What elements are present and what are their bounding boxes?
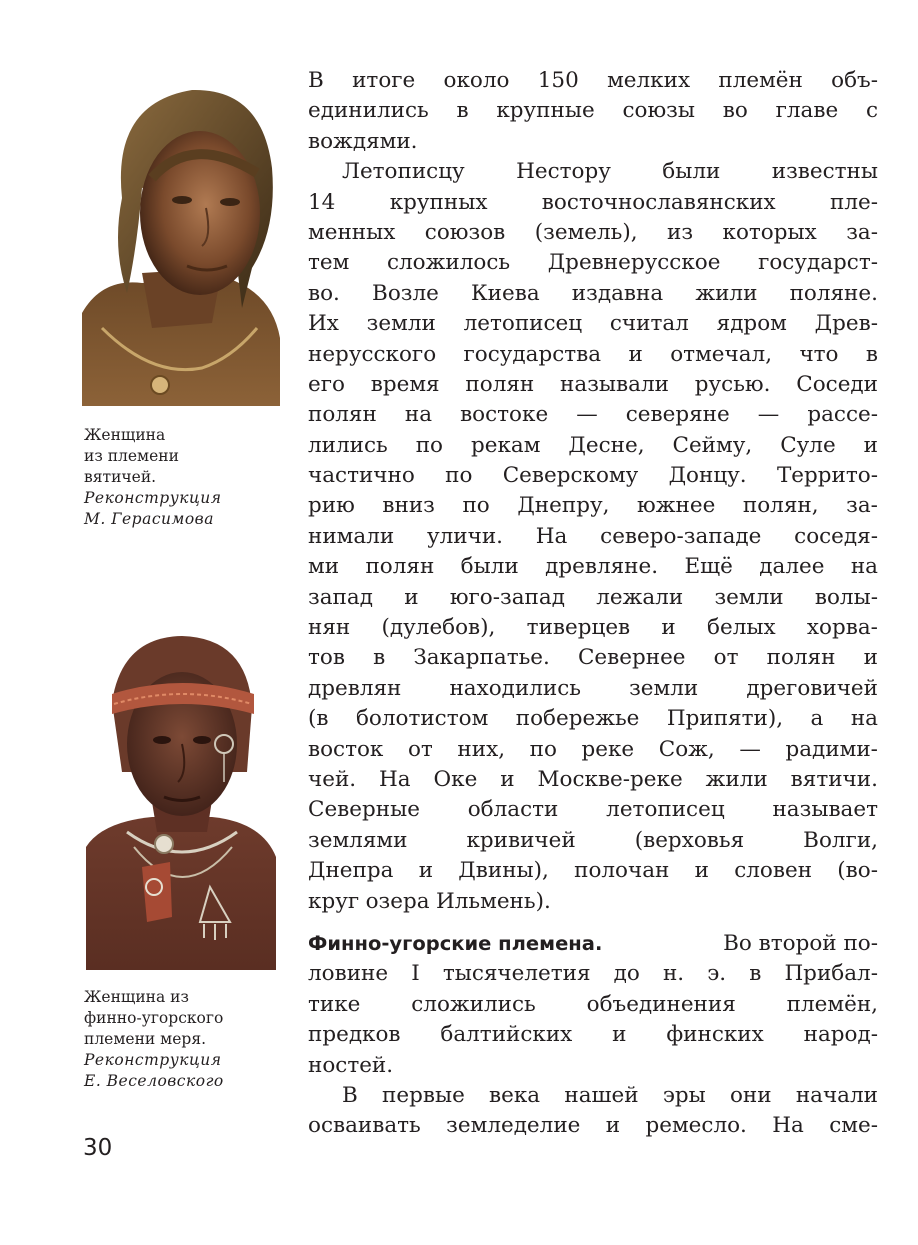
text-line: землями кривичей (верховья Волги,	[308, 827, 878, 853]
figure1-caption	[84, 425, 222, 530]
text-line: менных союзов (земель), из которых за-	[308, 219, 878, 245]
caption-line: племени меря.	[84, 1030, 207, 1048]
vyatichi-woman-bust-image	[82, 78, 280, 406]
caption-line: Женщина	[84, 426, 166, 444]
text-line: Днепра и Двины), полочан и словен (во-	[308, 858, 878, 884]
section-heading-line	[308, 929, 878, 959]
section-heading: Финно-угорские племена.	[308, 931, 603, 955]
caption-line: финно-угорского	[84, 1009, 224, 1027]
text-line: вождями.	[308, 128, 418, 154]
text-block	[308, 66, 878, 917]
merya-woman-bust-image	[82, 632, 278, 970]
text-line: Летописцу Нестору были известны	[342, 159, 878, 185]
caption-credit: Реконструкция	[84, 489, 222, 507]
text-line: ми полян были древляне. Ещё далее на	[308, 554, 878, 580]
text-line: нян (дулебов), тиверцев и белых хорва-	[308, 615, 878, 641]
text-line: лились по рекам Десне, Сейму, Суле и	[308, 432, 878, 458]
text-line: запад и юго-запад лежали земли волы-	[308, 584, 878, 610]
text-line: единились в крупные союзы во главе с	[308, 98, 878, 124]
caption-line: Женщина из	[84, 988, 189, 1006]
section-heading-continuation: Во второй по-	[723, 930, 878, 956]
text-line: ловине I тысячелетия до н. э. в Прибал-	[308, 961, 878, 987]
text-line: восток от них, по реке Сож, — радими-	[308, 736, 878, 762]
body-text	[308, 66, 878, 1142]
text-line: частично по Северскому Донцу. Террито-	[308, 463, 878, 489]
text-line: ностей.	[308, 1052, 394, 1078]
text-line: Северные области летописец называет	[308, 797, 878, 823]
text-line: осваивать земледелие и ремесло. На сме-	[308, 1113, 878, 1139]
text-line: В первые века нашей эры они начали	[342, 1082, 878, 1108]
text-line: древлян находились земли дреговичей	[308, 675, 878, 701]
caption-credit: М. Герасимова	[84, 510, 214, 528]
text-line: чей. На Оке и Москве-реке жили вятичи.	[308, 766, 878, 792]
text-line: рию вниз по Днепру, южнее полян, за-	[308, 493, 878, 519]
figure2-caption	[84, 987, 224, 1092]
text-block	[308, 929, 878, 1142]
text-line: круг озера Ильмень).	[308, 888, 551, 914]
text-line: тов в Закарпатье. Севернее от полян и	[308, 645, 878, 671]
text-line: во. Возле Киева издавна жили поляне.	[308, 280, 878, 306]
text-line: В итоге около 150 мелких племён объ-	[308, 68, 878, 93]
text-line: его время полян называли русью. Соседи	[308, 371, 878, 397]
caption-credit: Е. Веселовского	[84, 1072, 224, 1090]
caption-credit: Реконструкция	[84, 1051, 222, 1069]
page-number: 30	[83, 1135, 113, 1161]
text-line: (в болотистом побережье Припяти), а на	[308, 706, 878, 732]
caption-line: вятичей.	[84, 468, 157, 486]
text-line: Их земли летописец считал ядром Древ-	[308, 311, 878, 337]
text-line: тике сложились объединения племён,	[308, 991, 878, 1017]
text-line: нерусского государства и отмечал, что в	[308, 341, 878, 367]
text-line: нимали уличи. На северо-западе соседя-	[308, 523, 878, 549]
text-line: 14 крупных восточнославянских пле-	[308, 189, 878, 215]
text-line: тем сложилось Древнерусское государст-	[308, 250, 878, 276]
text-line: предков балтийских и финских народ-	[308, 1022, 878, 1048]
caption-line: из племени	[84, 447, 179, 465]
text-line: полян на востоке — северяне — рассе-	[308, 402, 878, 428]
